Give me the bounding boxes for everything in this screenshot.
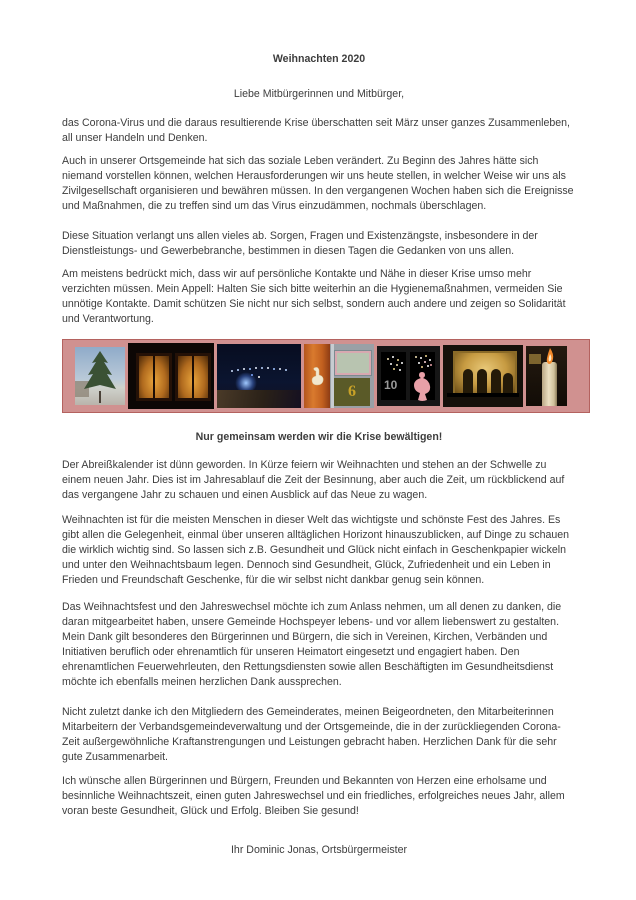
paragraph-situation: Diese Situation verlangt uns allen vieles ab. Sorgen, Fragen und Existenzängste, insbesondere in der Dienstleistungs- und Gewerbebranche, bestimmen in diesen Tagen die Gedanken von uns allen.	[62, 230, 538, 257]
paragraph-appell: Am meistens bedrückt mich, dass wir auf persönliche Kontakte und Nähe in dieser Krise umso mehr verzichten müssen. Mein Appell: Halten Sie sich bitte weiterhin an die Hygienemaßnahmen, vermeiden Sie unnötige Kontakte. Damit schützen Sie nicht nur sich selbst, sondern auch andere und zeigen so Solidarität und Verantwortung.	[62, 268, 566, 325]
paragraph-wuensche: Ich wünsche allen Bürgerinnen und Bürgern, Freunden und Bekannten von Herzen eine erholsame und besinnliche Weihnachtszeit, einen guten Jahreswechsel und ein friedliches, erfolgreiches neues Jahr, allem voran beste Gesundheit, Glück und Erfolg. Bleiben Sie gesund!	[62, 775, 565, 817]
page-title: Weihnachten 2020	[272, 53, 366, 65]
paragraph-corona-virus: das Corona-Virus und die daraus resultierende Krise überschatten seit März unser ganzes Zusammenleben, all unser Handeln und Denken.	[62, 117, 570, 144]
silhouette-shape	[491, 369, 501, 393]
paragraph-abreisskalender: Der Abreißkalender ist dünn geworden. In Kürze feiern wir Weihnachten und stehen an der Schwelle zu einem neuen Jahr. Dies ist im Jahresablauf die Zeit der Besinnung, aber auch die Zeit, um rückblickend auf das vergangene Jahr zu schauen und einen Ausblick auf das Neue zu wagen.	[62, 459, 565, 501]
candle-flame	[544, 348, 556, 366]
silhouette-shape	[503, 373, 513, 393]
golden-glow-frame	[453, 351, 517, 395]
paragraph-weihnachten-fest: Weihnachten ist für die meisten Menschen in dieser Welt das wichtigste und schönste Fest des Jahres. Es gibt allen die Gelegenheit, einmal über unseren alltäglichen Horizont hinauszublicken, auf Dinge zu schauen die wirklich wichtig sind. So lassen sich z.B. Gesundheit und Glück nicht einfach in Geschenkpapier wickeln und unter den Weihnachtsbaum legen. Dennoch sind Gesundheit, Glück, Zufriedenheit und ein Leben in Frieden und Freundschaft Geschenke, für die wir selbst nicht dankbar genug sein können.	[62, 514, 570, 586]
paragraph-dank-gemeinderat: Nicht zuletzt danke ich den Mitgliedern des Gemeinderates, meinen Beigeordneten, den Mitarbeiterinnen Mitarbeitern der Verbandsgemeindeverwaltung und der Ortsgemeinde, die in der zurückliegenden Corona-Zeit außergewöhnliche Kraftanstrengungen und Leistungen gebracht haben. Herzlichen Dank für die sehr gute Zusammenarbeit.	[62, 706, 561, 763]
christmas-tree-shape	[81, 351, 119, 395]
candle-wax-shape	[542, 362, 557, 406]
window-sill-shape	[447, 393, 519, 397]
photo-strip	[62, 339, 590, 413]
golden-window-photo	[443, 345, 523, 407]
section-heading: Nur gemeinsam werden wir die Krise bewältigen!	[195, 431, 443, 443]
goose-figure-shape	[310, 366, 326, 386]
small-light-shape	[529, 354, 541, 364]
lit-windows-photo	[128, 343, 214, 409]
night-lights-photo	[217, 344, 301, 408]
advent-number-pane	[334, 378, 370, 406]
stars-cluster-left	[387, 358, 389, 360]
lit-window-left	[136, 353, 172, 401]
salutation: Liebe Mitbürgerinnen und Mitbürger,	[233, 88, 405, 100]
advent-number-10: 10	[384, 378, 398, 392]
stars-cluster-right	[415, 356, 417, 358]
ground-shape	[217, 390, 301, 408]
silhouette-shape	[477, 369, 487, 393]
lit-window-right	[175, 353, 211, 401]
paragraph-dank-gemeinde: Das Weihnachtsfest und den Jahreswechsel möchte ich zum Anlass nehmen, um all denen zu danken, die daran mitgearbeitet haben, unsere Gemeinde Hochspeyer lebens- und vor allem liebenswert zu gestalten. Mein Dank gilt besonderes den Bürgerinnen und Bürgern, die sich in Vereinen, Kirchen, Verbänden und Initiativen beruflich oder ehrenamtlich für unseren Heimatort eingesetzt und engagiert haben. Den ehrenamtlichen Feuerwehrleuten, den Rettungsdiensten sowie allen Beschäftigten im Gesundheitsdienst möchte ich ebenfalls meinen herzlichen Dank aussprechen.	[62, 601, 562, 688]
signature: Ihr Dominic Jonas, Ortsbürgermeister	[230, 844, 408, 856]
window-pane-left	[381, 352, 406, 400]
painting-shape	[334, 350, 372, 376]
advent-window-6-photo	[304, 344, 374, 408]
angel-silhouette	[411, 370, 433, 402]
advent-number-6: 6	[348, 383, 356, 400]
christmas-tree-photo	[75, 347, 125, 405]
light-string-dots	[231, 370, 233, 372]
silhouette-shape	[463, 369, 473, 393]
advent-window-10-photo	[377, 346, 440, 406]
paragraph-ortsgemeinde: Auch in unserer Ortsgemeinde hat sich das soziale Leben verändert. Zu Beginn des Jahres hätte sich niemand vorstellen können, welchen Herausforderungen wir uns heute stellen, in welcher Weise wir uns als Zivilgesellschaft organisieren und bewähren müssen. In den vergangenen Wochen haben sich die Ereignisse und Maßnahmen, die zu treffen sind um das Virus einzudämmen, nochmals überschlagen.	[62, 155, 574, 212]
tree-trunk-shape	[99, 391, 101, 403]
candle-photo	[526, 346, 567, 406]
